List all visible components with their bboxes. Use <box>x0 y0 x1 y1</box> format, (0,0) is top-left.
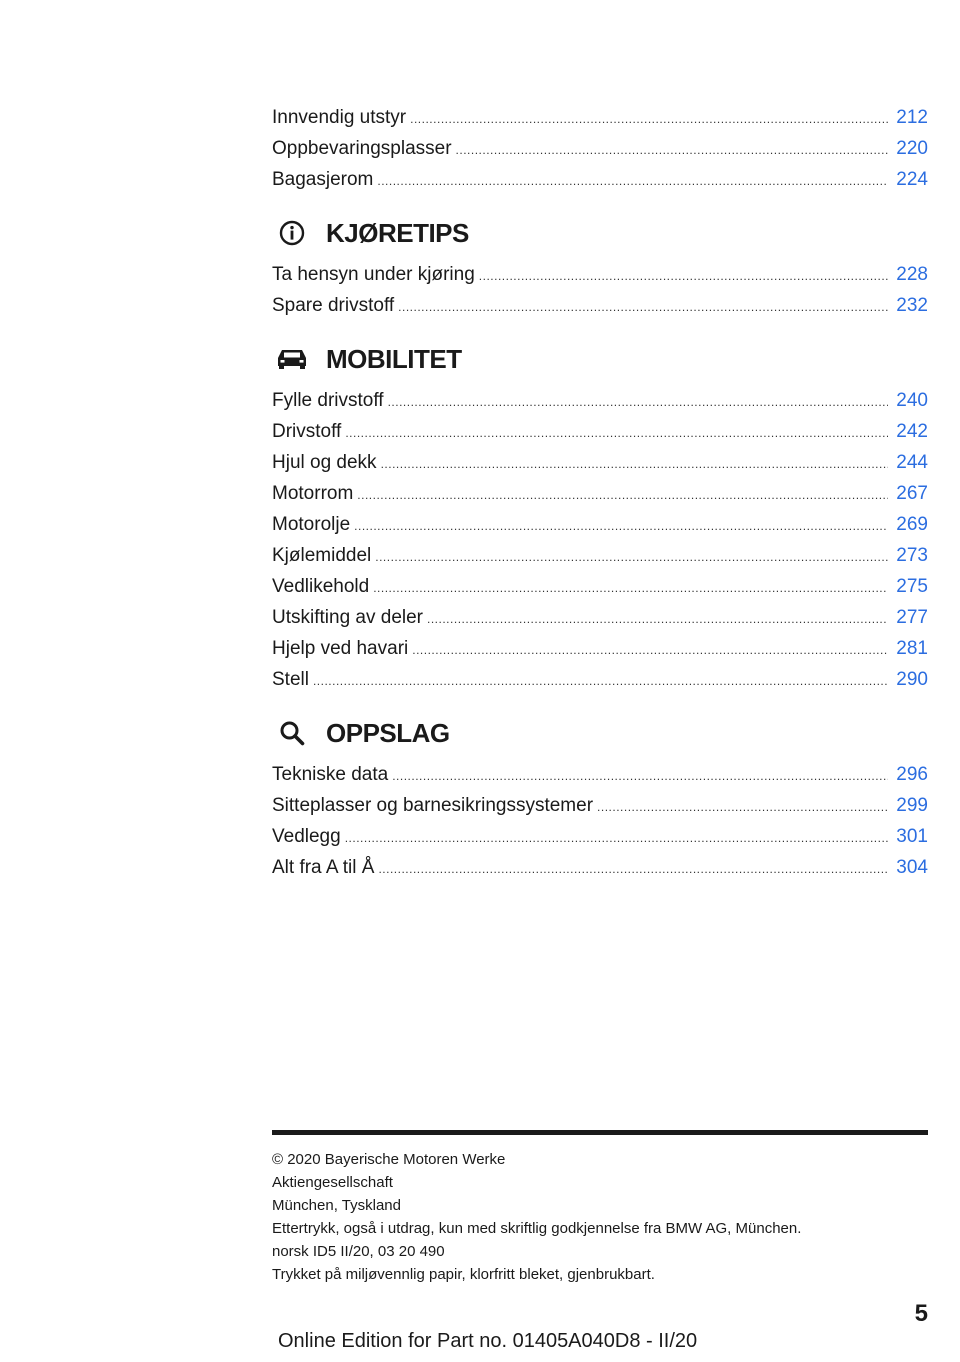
toc-entry-label: Vedlegg <box>272 826 341 847</box>
toc-entry-label: Utskifting av deler <box>272 607 424 628</box>
toc-entry-label: Oppbevaringsplasser <box>272 138 452 159</box>
toc-entry-page[interactable]: 275 <box>896 576 928 597</box>
toc-entry-page[interactable]: 240 <box>896 390 928 411</box>
toc-entry-page[interactable]: 232 <box>896 295 928 316</box>
toc-entry-label: Alt fra A til Å <box>272 857 375 878</box>
toc-entry-label: Spare drivstoff <box>272 295 395 316</box>
toc-entry-page[interactable]: 242 <box>896 421 928 442</box>
footer-banner: Online Edition for Part no. 01405A040D8 - II/20 <box>278 1330 698 1352</box>
toc-entry-label: Ta hensyn under kjøring <box>272 264 475 285</box>
section-heading <box>272 713 928 753</box>
toc-entry-label: Motorrom <box>272 483 354 504</box>
toc-section <box>272 102 928 195</box>
toc-leader-dots <box>377 166 888 197</box>
toc-entry-page[interactable]: 269 <box>896 514 928 535</box>
section-title: OPPSLAG <box>326 717 450 748</box>
toc-section <box>272 213 928 321</box>
toc-entry[interactable] <box>272 102 928 133</box>
colophon-line: norsk ID5 II/20, 03 20 490 <box>272 1243 445 1260</box>
toc-leader-dots <box>357 480 888 511</box>
toc-entry[interactable] <box>272 290 928 321</box>
toc-leader-dots <box>345 418 888 449</box>
toc-entry-page[interactable]: 267 <box>896 483 928 504</box>
toc-entry[interactable] <box>272 759 928 790</box>
toc-entry[interactable] <box>272 385 928 416</box>
toc-leader-dots <box>392 761 888 792</box>
copyright-line: © 2020 Bayerische Motoren Werke <box>272 1151 506 1168</box>
colophon <box>272 1148 928 1286</box>
toc-section <box>272 339 928 695</box>
section-heading <box>272 339 928 379</box>
search-icon <box>272 713 312 753</box>
toc-entry[interactable] <box>272 478 928 509</box>
toc-entry-label: Kjølemiddel <box>272 545 372 566</box>
toc-entry-page[interactable]: 299 <box>896 795 928 816</box>
toc-entry-page[interactable]: 277 <box>896 607 928 628</box>
toc-entry-label: Hjul og dekk <box>272 452 377 473</box>
toc-entry-label: Fylle drivstoff <box>272 390 384 411</box>
toc-leader-dots <box>456 135 889 166</box>
toc-leader-dots <box>373 573 888 604</box>
colophon-line: Aktiengesellschaft <box>272 1174 393 1191</box>
toc-entry-label: Innvendig utstyr <box>272 107 407 128</box>
colophon-line: Ettertrykk, også i utdrag, kun med skriftlig godkjennelse fra BMW AG, München. <box>272 1220 802 1237</box>
section-title: KJØRETIPS <box>326 217 469 248</box>
page-number: 5 <box>914 1300 928 1327</box>
toc-leader-dots <box>345 823 889 854</box>
toc-entry-page[interactable]: 224 <box>896 169 928 190</box>
divider <box>272 1130 928 1135</box>
toc-entry-label: Tekniske data <box>272 764 389 785</box>
colophon-line: Trykket på miljøvennlig papir, klorfritt bleket, gjenbrukbart. <box>272 1266 655 1283</box>
toc-entry-page[interactable]: 244 <box>896 452 928 473</box>
toc-leader-dots <box>381 449 889 480</box>
toc-entry[interactable] <box>272 133 928 164</box>
toc-leader-dots <box>410 104 888 135</box>
toc-entry-page[interactable]: 281 <box>896 638 928 659</box>
toc-entry-label: Stell <box>272 669 309 690</box>
toc-entry[interactable] <box>272 571 928 602</box>
toc-entry-page[interactable]: 304 <box>896 857 928 878</box>
toc-entry-page[interactable]: 290 <box>896 669 928 690</box>
toc-entry-page[interactable]: 212 <box>896 107 928 128</box>
toc-section <box>272 713 928 883</box>
toc-entry[interactable] <box>272 416 928 447</box>
toc-entry[interactable] <box>272 664 928 695</box>
toc-entry[interactable] <box>272 509 928 540</box>
car-icon <box>272 339 312 379</box>
toc-leader-dots <box>597 792 888 823</box>
toc-entry[interactable] <box>272 602 928 633</box>
section-heading <box>272 213 928 253</box>
toc-entry-page[interactable]: 301 <box>896 826 928 847</box>
toc-entry-label: Sitteplasser og barnesikringssystemer <box>272 795 594 816</box>
toc-entry-page[interactable]: 296 <box>896 764 928 785</box>
toc-entry-label: Bagasjerom <box>272 169 374 190</box>
toc-leader-dots <box>388 387 889 418</box>
toc-leader-dots <box>427 604 888 635</box>
toc-entry-page[interactable]: 273 <box>896 545 928 566</box>
toc-entry[interactable] <box>272 447 928 478</box>
toc-leader-dots <box>354 511 888 542</box>
toc-entry-label: Drivstoff <box>272 421 342 442</box>
toc-leader-dots <box>479 261 889 292</box>
toc-entry-label: Hjelp ved havari <box>272 638 409 659</box>
toc-entry-page[interactable]: 220 <box>896 138 928 159</box>
toc-entry[interactable] <box>272 821 928 852</box>
toc-leader-dots <box>313 666 888 697</box>
table-of-contents <box>272 102 928 883</box>
toc-entry[interactable] <box>272 259 928 290</box>
toc-leader-dots <box>412 635 888 666</box>
toc-entry[interactable] <box>272 633 928 664</box>
toc-entry[interactable] <box>272 164 928 195</box>
toc-leader-dots <box>375 542 888 573</box>
toc-entry[interactable] <box>272 852 928 883</box>
toc-entry[interactable] <box>272 790 928 821</box>
info-icon <box>272 213 312 253</box>
toc-leader-dots <box>378 854 888 885</box>
toc-entry-label: Vedlikehold <box>272 576 370 597</box>
toc-entry-label: Motorolje <box>272 514 351 535</box>
toc-entry[interactable] <box>272 540 928 571</box>
colophon-line: München, Tyskland <box>272 1197 401 1214</box>
section-title: MOBILITET <box>326 343 462 374</box>
toc-leader-dots <box>398 292 888 323</box>
toc-entry-page[interactable]: 228 <box>896 264 928 285</box>
